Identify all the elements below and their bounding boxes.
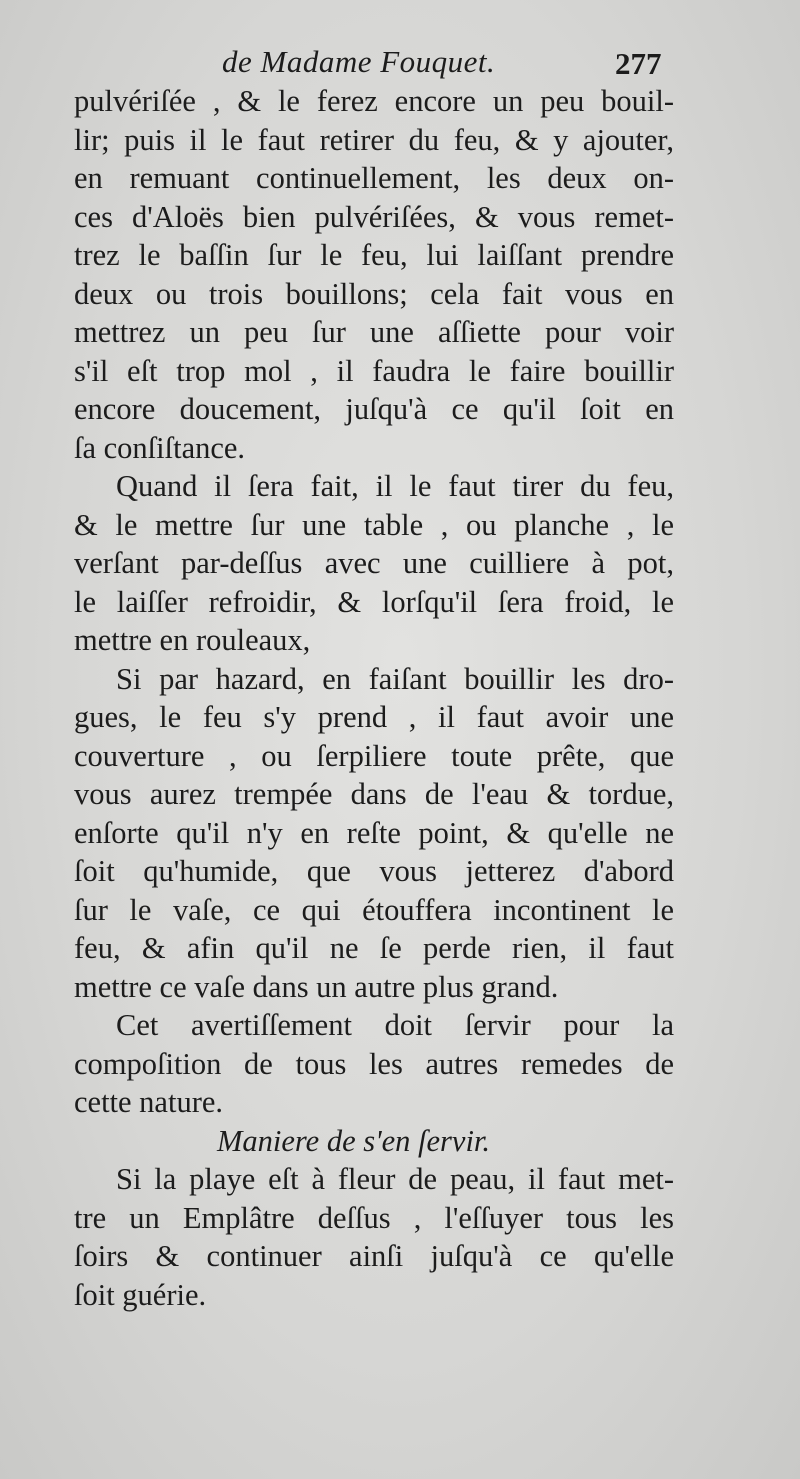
text-line: & le mettre ſur une table , ou planche , le xyxy=(74,507,674,542)
text-line: deux ou trois bouillons; cela fait vous en xyxy=(74,276,674,311)
text-line: trez le baſſin ſur le feu, lui laiſſant prendre xyxy=(74,238,674,272)
paragraph-5 xyxy=(74,1160,674,1314)
text-line: le laiſſer refroidir, & lorſqu'il ſera froid, le xyxy=(74,584,674,619)
text-line: verſant par-deſſus avec une cuilliere à pot, xyxy=(74,546,674,580)
text-line: s'il eſt trop mol , il faudra le faire bouillir xyxy=(74,353,674,388)
paragraph-4 xyxy=(74,1006,674,1122)
text-line: compoſition de tous les autres remedes de xyxy=(74,1046,674,1081)
text-line: gues, le feu s'y prend , il faut avoir une xyxy=(74,700,674,734)
text-line: ſoirs & continuer ainſi juſqu'à ce qu'elle xyxy=(74,1239,674,1273)
text-line: ſoit guérie. xyxy=(74,1277,207,1312)
text-line: en remuant continuellement, les deux on- xyxy=(74,161,674,195)
text-line: Si la playe eſt à fleur de peau, il faut met- xyxy=(116,1162,674,1196)
text-line: mettre ce vaſe dans un autre plus grand. xyxy=(74,969,559,1004)
body-text xyxy=(74,82,674,1314)
text-line: mettre en rouleaux, xyxy=(74,623,311,657)
text-line: pulvériſée , & le ferez encore un peu bouil- xyxy=(74,84,674,118)
paragraph-2 xyxy=(74,467,674,660)
running-title: de Madame Fouquet. xyxy=(222,44,496,79)
text-line: Cet avertiſſement doit ſervir pour la xyxy=(116,1008,674,1042)
text-line: lir; puis il le faut retirer du feu, & y ajouter, xyxy=(74,122,674,157)
text-line: ſoit qu'humide, que vous jetterez d'abord xyxy=(74,854,674,888)
text-line: ſa conſiſtance. xyxy=(74,430,246,465)
text-line: ces d'Aloës bien pulvériſées, & vous remet- xyxy=(74,199,674,234)
text-line: encore doucement, juſqu'à ce qu'il ſoit en xyxy=(74,392,674,426)
text-line: Quand il ſera fait, il le faut tirer du feu, xyxy=(116,469,674,503)
section-heading: Maniere de s'en ſervir. xyxy=(217,1123,491,1158)
paragraph-1 xyxy=(74,82,674,467)
page-number: 277 xyxy=(615,46,662,81)
text-line: couverture , ou ſerpiliere toute prête, que xyxy=(74,738,674,773)
text-line: cette nature. xyxy=(74,1085,224,1119)
text-line: feu, & afin qu'il ne ſe perde rien, il faut xyxy=(74,931,674,965)
text-line: mettrez un peu ſur une aſſiette pour voir xyxy=(74,315,674,349)
paragraph-3 xyxy=(74,660,674,1007)
text-line: enſorte qu'il n'y en reſte point, & qu'elle ne xyxy=(74,815,674,850)
text-line: Si par hazard, en faiſant bouillir les dro- xyxy=(116,661,674,696)
text-line: vous aurez trempée dans de l'eau & tordue, xyxy=(74,777,674,811)
text-line: ſur le vaſe, ce qui étouffera incontinent le xyxy=(74,892,674,927)
text-line: tre un Emplâtre deſſus , l'eſſuyer tous les xyxy=(74,1200,674,1235)
